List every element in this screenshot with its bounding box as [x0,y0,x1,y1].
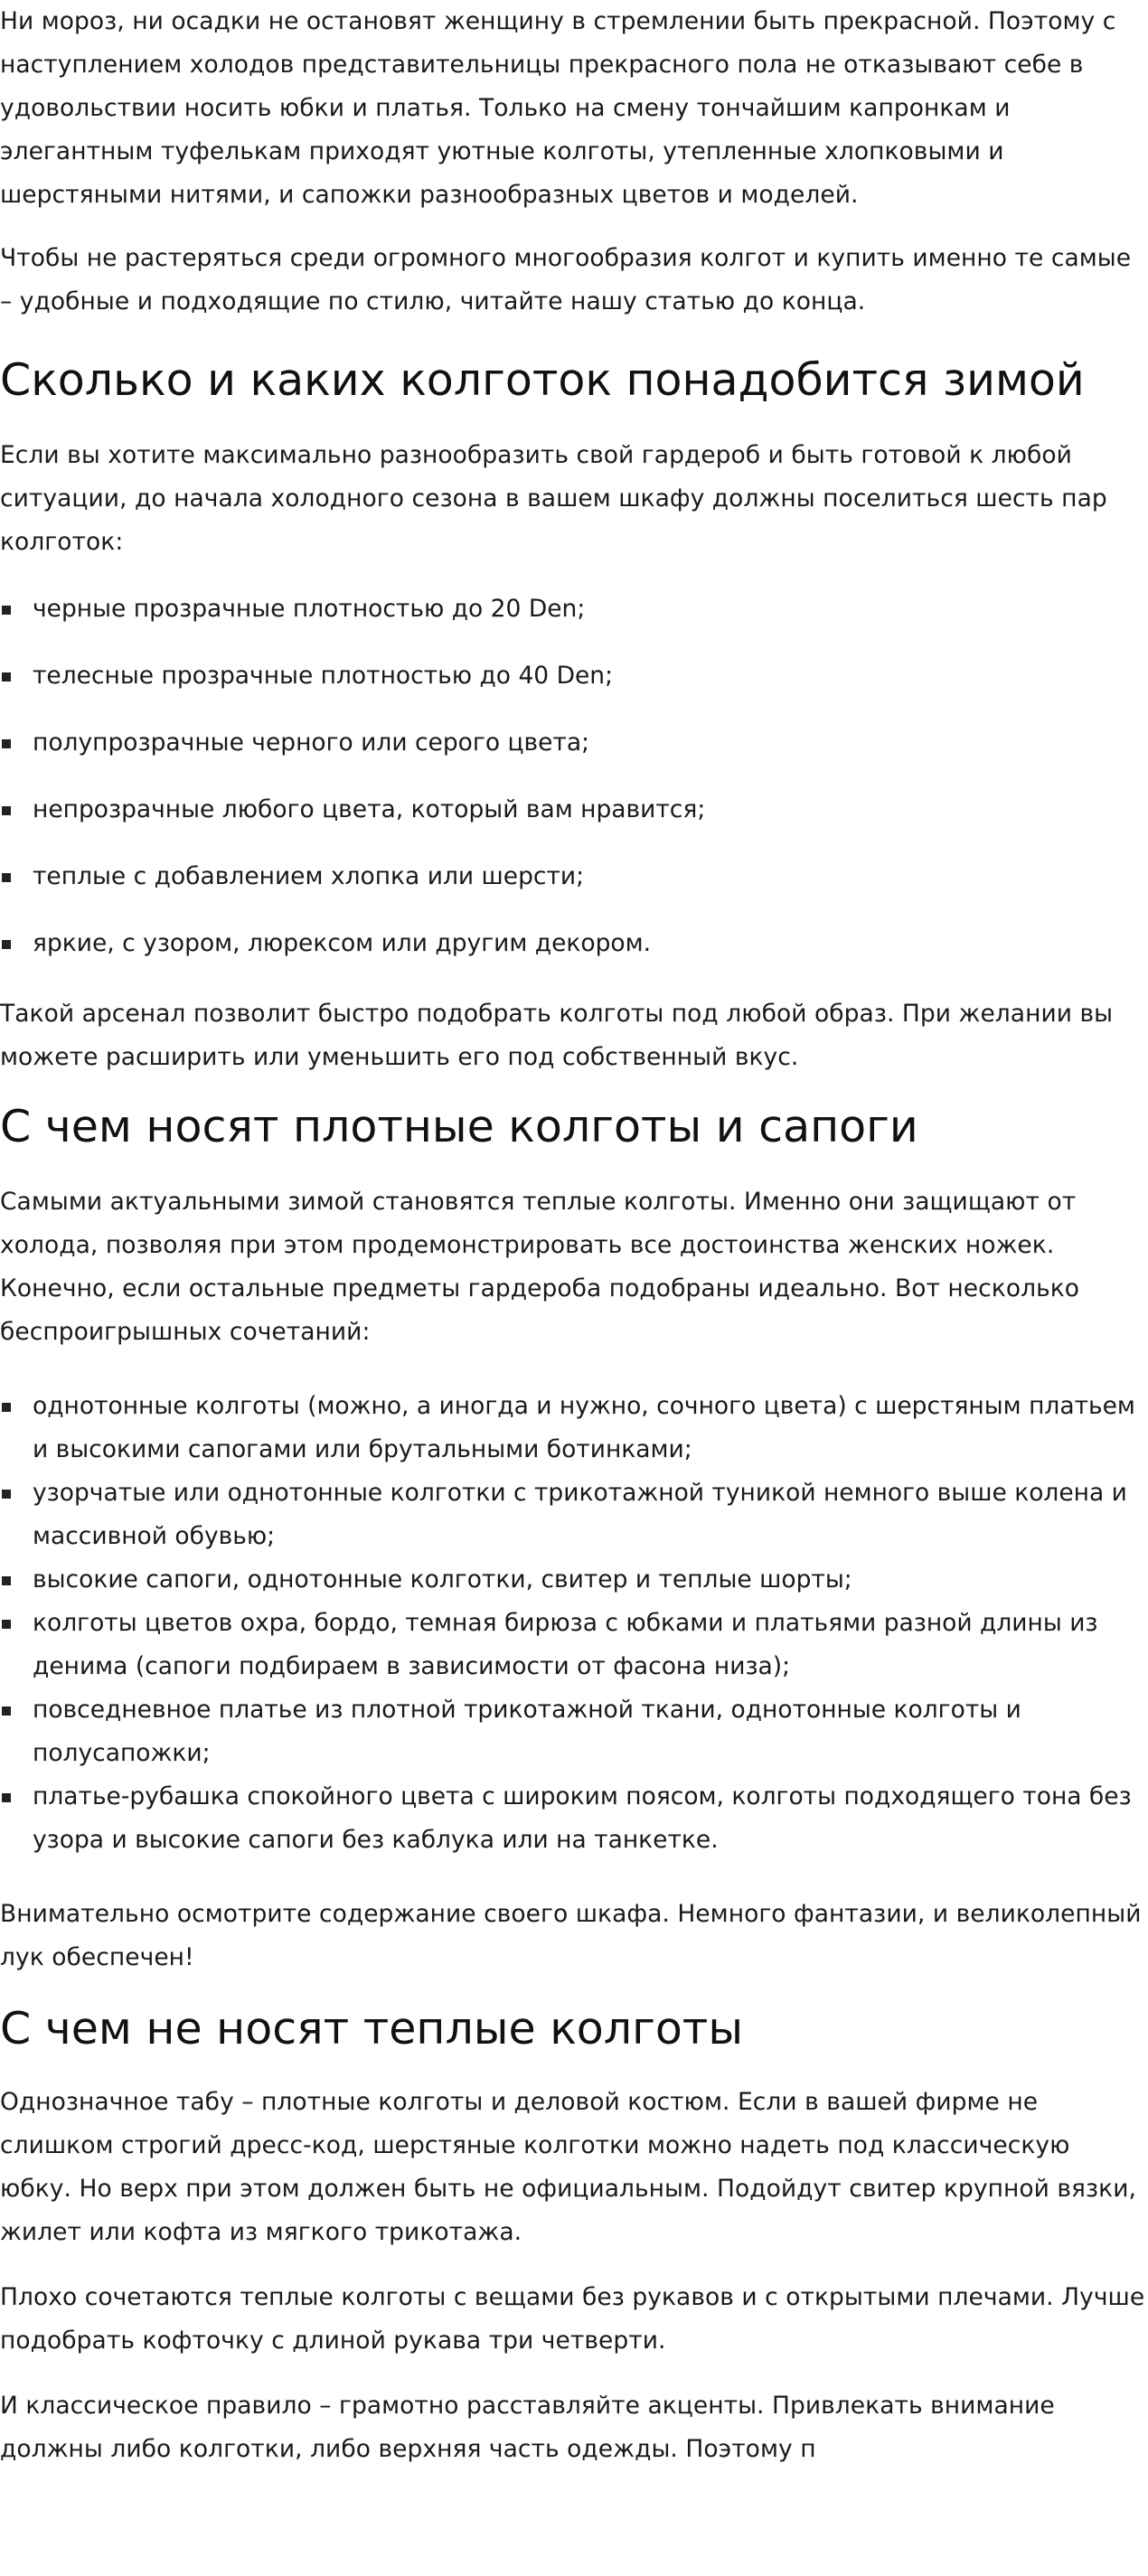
list-item: яркие, с узором, люрексом или другим декором. [0,922,1146,965]
section-heading-what-not-to-wear: С чем не носят теплые колготы [0,2003,744,2054]
list-item: теплые с добавлением хлопка или шерсти; [0,855,1146,898]
list-item: телесные прозрачные плотностью до 40 Den; [0,654,1146,698]
intro-paragraph-2: Чтобы не растеряться среди огромного многообразия колгот и купить именно те самые – удобные и подходящие по стилю, читайте нашу статью до конца. [0,244,1132,315]
list-item: повседневное платье из плотной трикотажной ткани, однотонные колготы и полусапожки; [0,1688,1146,1775]
list-item: платье-рубашка спокойного цвета с широким поясом, колготы подходящего тона без узора и высокие сапоги без каблука или на танкетке. [0,1775,1146,1862]
section-heading-what-to-wear: С чем носят плотные колготы и сапоги [0,1101,918,1152]
section1-outro: Такой арсенал позволит быстро подобрать колготы под любой образ. При желании вы можете расширить или уменьшить его под собственный вкус. [0,1000,1114,1071]
list-item: узорчатые или однотонные колготки с трикотажной туникой немного выше колена и массивной обувью; [0,1471,1146,1558]
list-item: однотонные колготы (можно, а иногда и нужно, сочного цвета) с шерстяным платьем и высокими сапогами или брутальными ботинками; [0,1385,1146,1471]
section3-paragraph-3: И классическое правило – грамотно расставляйте акценты. Привлекать внимание должны либо колготки, либо верхняя часть одежды. Поэтому п [0,2392,1055,2463]
list-item: колготы цветов охра, бордо, темная бирюза с юбками и платьями разной длины из денима (сапоги подбираем в зависимости от фасона низа); [0,1602,1146,1688]
intro-paragraph-1: Ни мороз, ни осадки не остановят женщину в стремлении быть прекрасной. Поэтому с наступлением холодов представительницы прекрасного пола не отказывают себе в удовольствии носить юбки и платья. Только на смену тончайшим капронкам и элегантным туфелькам приходят уютные колготы, утепленные хлопковыми и шерстяными нитями, и сапожки разнообразных цветов и моделей. [0,7,1116,209]
section3-paragraph-2: Плохо сочетаются теплые колготы с вещами без рукавов и с открытыми плечами. Лучше подобрать кофточку с длиной рукава три четверти. [0,2283,1145,2355]
section2-intro: Самыми актуальными зимой становятся теплые колготы. Именно они защищают от холода, позволяя при этом продемонстрировать все достоинства женских ножек. Конечно, если остальные предметы гардероба подобраны идеально. Вот несколько беспроигрышных сочетаний: [0,1188,1080,1346]
list-item: высокие сапоги, однотонные колготки, свитер и теплые шорты; [0,1558,1146,1602]
section-heading-how-many: Сколько и каких колготок понадобится зимой [0,354,1085,406]
list-item: полупрозрачные черного или серого цвета; [0,721,1146,765]
combinations-list [0,1385,1146,1862]
list-item: черные прозрачные плотностью до 20 Den; [0,588,1146,631]
section1-intro: Если вы хотите максимально разнообразить свой гардероб и быть готовой к любой ситуации, до начала холодного сезона в вашем шкафу должны поселиться шесть пар колготок: [0,441,1107,556]
section2-outro: Внимательно осмотрите содержание своего шкафа. Немного фантазии, и великолепный лук обеспечен! [0,1900,1142,1971]
section3-paragraph-1: Однозначное табу – плотные колготы и деловой костюм. Если в вашей фирме не слишком строгий дресс-код, шерстяные колготки можно надеть под классическую юбку. Но верх при этом должен быть не официальным. Подойдут свитер крупной вязки, жилет или кофта из мягкого трикотажа. [0,2088,1136,2246]
list-item: непрозрачные любого цвета, который вам нравится; [0,788,1146,832]
tights-list [0,588,1146,965]
